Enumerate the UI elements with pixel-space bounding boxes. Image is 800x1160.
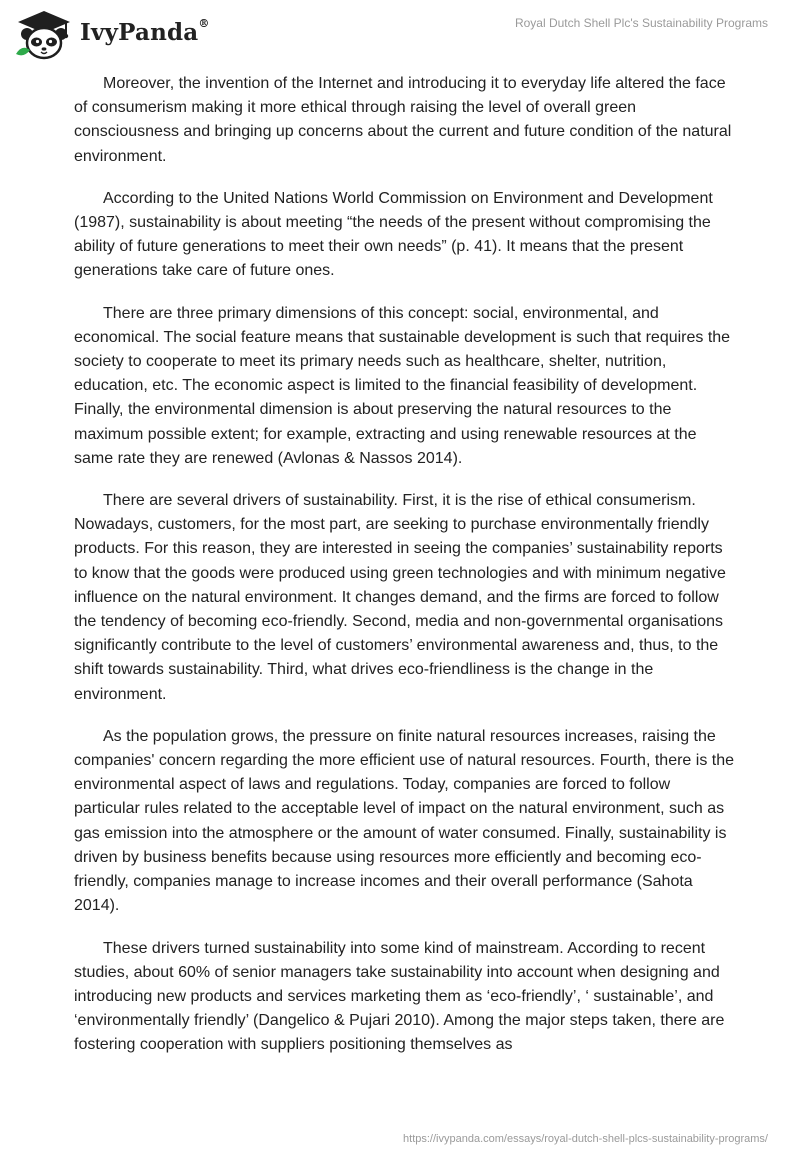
document-title: Royal Dutch Shell Plc's Sustainability Programs — [514, 16, 768, 30]
registered-mark: ® — [198, 17, 210, 30]
paragraph: According to the United Nations World Commission on Environment and Development (1987), sustainability is about meeting “the needs of the present without compromising the ability of future generations to meet their own needs” (p. 41). It means that the present generations take care of future ones. — [74, 189, 713, 280]
paragraph: These drivers turned sustainability into some kind of mainstream. According to recent studies, about 60% of senior managers take sustainability into account when designing and introducing new products and services marketing them as ‘eco-friendly’, ‘ sustainable’, and ‘environmentally friendly’ (Dangelico & Pujari 2010). Among the major steps taken, there are fostering cooperation with suppliers positioning themselves as — [74, 939, 725, 1054]
panda-logo-icon[interactable] — [14, 6, 74, 62]
paragraph: Moreover, the invention of the Internet and introducing it to everyday life altered the face of consumerism making it more ethical through raising the level of overall green consciousness and bringing up concerns about the current and future condition of the natural environment. — [74, 75, 732, 165]
paragraph: There are three primary dimensions of this concept: social, environmental, and economical. The social feature means that sustainable development is such that requires the society to cooperate to meet its primary needs such as healthcare, shelter, nutrition, education, etc. The economic aspect is limited to the financial feasibility of development. Finally, the environmental dimension is about preserving the natural resources to the maximum possible extent; for example, extracting and using renewable resources at the same rate they are renewed (Avlonas & Nassos 2014). — [74, 304, 731, 467]
paragraph: As the population grows, the pressure on finite natural resources increases, raising the companies' concern regarding the more efficient use of natural resources. Fourth, there is the environmental aspect of laws and regulations. Today, companies are forced to follow particular rules related to the acceptable level of impact on the natural environment, such as gas emission into the atmosphere or the amount of water consumed. Finally, sustainability is driven by business benefits because using resources more efficiently and becoming eco-friendly, companies manage to increase incomes and their overall performance (Sahota 2014). — [74, 727, 734, 915]
paragraph: There are several drivers of sustainability. First, it is the rise of ethical consumerism. Nowadays, customers, for the most part, are seeking to purchase environmentally friendly products. For this reason, they are interested in seeing the companies’ sustainability reports to know that the goods were produced using green technologies and with minimum negative influence on the natural environment. It changes demand, and the firms are forced to follow the tendency of becoming eco-friendly. Second, media and non-governmental organisations significantly contribute to the level of customers’ environmental awareness and, thus, to the shift towards sustainability. Third, what drives eco-friendliness is the change in the environment. — [74, 492, 726, 703]
page-header — [0, 0, 800, 64]
essay-body — [74, 72, 734, 1076]
brand-name[interactable]: IvyPanda® — [80, 17, 210, 46]
source-url-link[interactable]: https://ivypanda.com/essays/royal-dutch-shell-plcs-sustainability-programs/ — [403, 1133, 768, 1145]
